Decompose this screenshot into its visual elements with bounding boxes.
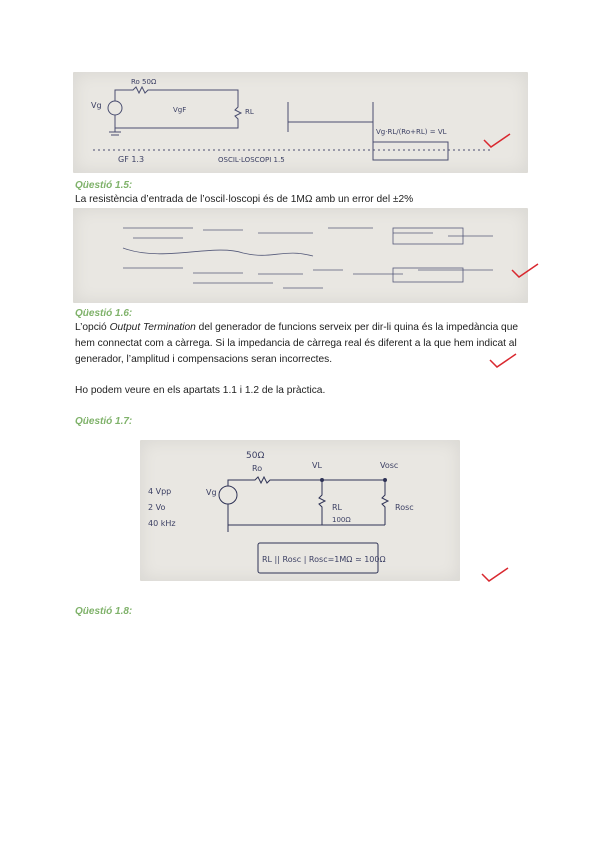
check-mark-4 xyxy=(480,566,510,584)
result-box: RL || Rosc | Rosc=1MΩ ≃ 100Ω xyxy=(262,555,386,564)
heading-q17: Qüestió 1.7: xyxy=(75,416,133,427)
equations-photo xyxy=(73,208,528,303)
equation-box: Vg·RL/(Ro+RL) = VL xyxy=(376,128,447,136)
q16-text-emphasis: Output Termination xyxy=(109,322,196,333)
rl-value: 100Ω xyxy=(332,516,351,524)
circuit-sketch-1 xyxy=(73,72,528,173)
q16-text xyxy=(75,320,530,369)
q15-text: La resistència d’entrada de l’oscil·loscopi és de 1MΩ amb un error del ±2% xyxy=(75,194,414,205)
q16-text-2: Ho podem veure en els apartats 1.1 i 1.2 de la pràctica. xyxy=(75,385,326,396)
rl-label: RL xyxy=(332,503,343,512)
circuit-sketch-2 xyxy=(140,440,460,581)
label-osc: OSCIL·LOSCOPI 1.5 xyxy=(218,156,285,164)
gen-line-1: 4 Vpp xyxy=(148,487,172,496)
ro-value: 50Ω xyxy=(246,451,265,461)
heading-q15: Qüestió 1.5: xyxy=(75,180,133,191)
gen-line-2: 2 Vo xyxy=(148,503,166,512)
check-mark-2 xyxy=(510,262,540,280)
circuit-photo-1 xyxy=(73,72,528,173)
vg-label: Vg xyxy=(206,488,217,497)
vosc-label: Vosc xyxy=(380,461,399,470)
label-ro: Ro 50Ω xyxy=(131,78,157,86)
heading-q18: Qüestió 1.8: xyxy=(75,606,133,617)
rosc-label: Rosc xyxy=(395,503,414,512)
q16-text-part2: del generador de funcions serveix per dir-li quina és la impedància que hem connectat com a càrrega. Si la impedancia de càrrega real és diferent a la que hem indicat al generador, l’amplitud i compensacions seran incorrectes. xyxy=(75,322,519,366)
q16-text-part1: L’opció xyxy=(75,322,110,333)
circuit-photo-2 xyxy=(140,440,460,581)
gen-line-3: 40 kHz xyxy=(148,519,176,528)
label-vg: Vg xyxy=(91,101,102,110)
handwritten-equations xyxy=(73,208,528,303)
label-rl: RL xyxy=(245,108,254,116)
vl-label: VL xyxy=(312,461,322,470)
ro-label: Ro xyxy=(252,464,263,473)
label-gf: GF 1.3 xyxy=(118,155,145,164)
check-mark-3 xyxy=(488,352,518,370)
label-vgf: VgF xyxy=(173,106,187,114)
heading-q16: Qüestió 1.6: xyxy=(75,308,133,319)
check-mark-1 xyxy=(482,132,512,150)
